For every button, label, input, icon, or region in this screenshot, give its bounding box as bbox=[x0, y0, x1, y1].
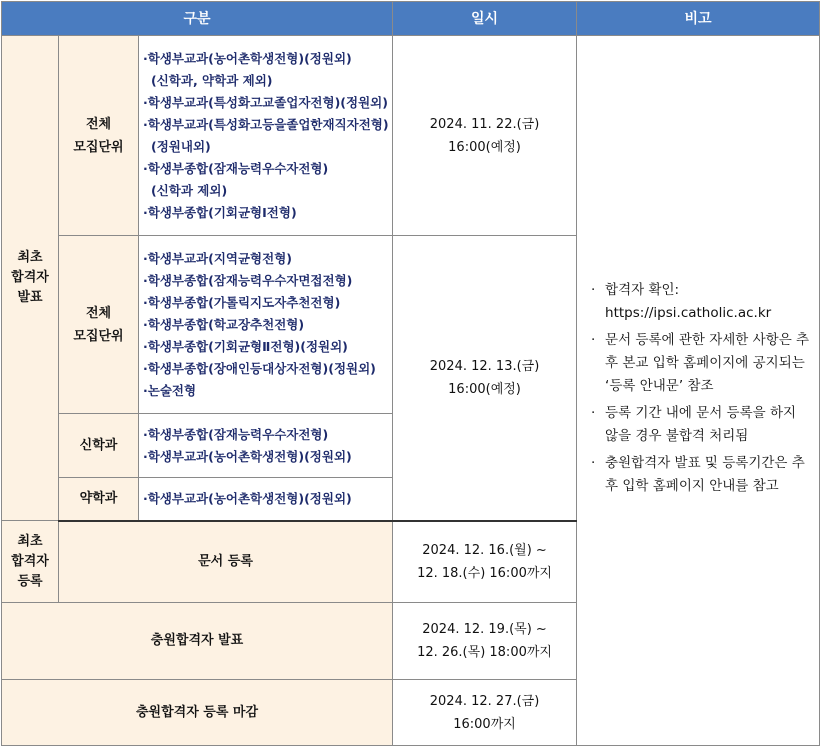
group3-unit: 신학과 bbox=[59, 414, 139, 478]
list-item: ·학생부교과(지역균형전형) bbox=[143, 250, 292, 266]
list-item: ·학생부종합(장애인등대상자전형)(정원외) bbox=[143, 360, 376, 376]
list-item: (신학과 제외) bbox=[151, 182, 228, 198]
group4-list bbox=[139, 478, 393, 521]
list-item: ·학생부종합(기회균형Ⅱ전형)(정원외) bbox=[143, 338, 348, 354]
schedule-table bbox=[1, 1, 820, 746]
header-datetime: 일시 bbox=[393, 2, 577, 36]
list-item: ·논술전형 bbox=[143, 382, 197, 398]
list-item: ·학생부종합(잠재능력우수자면접전형) bbox=[143, 272, 353, 288]
additional-register-task: 충원합격자 등록 마감 bbox=[2, 680, 393, 746]
list-item: (신학과, 약학과 제외) bbox=[151, 72, 273, 88]
note-item: · 등록 기간 내에 문서 등록을 하지 않을 경우 불합격 처리됨 bbox=[591, 405, 797, 444]
group2-unit: 전체 모집단위 bbox=[59, 236, 139, 414]
note-text: 합격자 확인: https://ipsi.catholic.ac.kr bbox=[605, 282, 772, 321]
header-remarks: 비고 bbox=[577, 2, 820, 36]
final-register-date: 2024. 12. 16.(월) ~ 12. 18.(수) 16:00까지 bbox=[393, 521, 577, 603]
list-item: ·학생부교과(특성화고교졸업자전형)(정원외) bbox=[143, 94, 388, 110]
list-item: ·학생부종합(기회균형Ⅰ전형) bbox=[143, 204, 297, 220]
final-announce-label: 최초 합격자 발표 bbox=[2, 36, 59, 521]
note-text: 등록 기간 내에 문서 등록을 하지 않을 경우 불합격 처리됨 bbox=[605, 405, 797, 444]
group3-list bbox=[139, 414, 393, 478]
additional-announce-date: 2024. 12. 19.(목) ~ 12. 26.(목) 18:00까지 bbox=[393, 603, 577, 680]
group2-date: 2024. 12. 13.(금) 16:00(예정) bbox=[393, 236, 577, 521]
list-item: (정원내외) bbox=[151, 138, 211, 154]
group1-date: 2024. 11. 22.(금) 16:00(예정) bbox=[393, 36, 577, 236]
additional-register-date: 2024. 12. 27.(금) 16:00까지 bbox=[393, 680, 577, 746]
list-item: ·학생부교과(농어촌학생전형)(정원외) bbox=[143, 50, 352, 66]
note-item: · 문서 등록에 관한 자세한 사항은 추후 본교 입학 홈페이지에 공지되는 ‘등록 안내문’ 참조 bbox=[591, 332, 810, 394]
note-text: 충원합격자 발표 및 등록기간은 추후 입학 홈페이지 안내를 참고 bbox=[605, 455, 805, 494]
note-item: · 충원합격자 발표 및 등록기간은 추후 입학 홈페이지 안내를 참고 bbox=[591, 455, 805, 494]
list-item: ·학생부종합(잠재능력우수자전형) bbox=[143, 160, 329, 176]
list-item: ·학생부종합(가톨릭지도자추천전형) bbox=[143, 294, 341, 310]
remarks-notes bbox=[577, 36, 820, 746]
list-item: ·학생부종합(학교장추천전형) bbox=[143, 316, 305, 332]
additional-announce-task: 충원합격자 발표 bbox=[2, 603, 393, 680]
group1-list bbox=[139, 36, 393, 236]
final-register-label: 최초 합격자 등록 bbox=[2, 521, 59, 603]
group4-unit: 약학과 bbox=[59, 478, 139, 521]
note-item: · 합격자 확인: https://ipsi.catholic.ac.kr bbox=[591, 282, 772, 321]
note-text: 문서 등록에 관한 자세한 사항은 추후 본교 입학 홈페이지에 공지되는 ‘등록 안내문’ 참조 bbox=[605, 332, 810, 394]
list-item: ·학생부교과(특성화고등을졸업한재직자전형) bbox=[143, 116, 389, 132]
group1-unit: 전체 모집단위 bbox=[59, 36, 139, 236]
list-item: ·학생부종합(잠재능력우수자전형) bbox=[143, 426, 329, 442]
header-category: 구분 bbox=[2, 2, 393, 36]
list-item: ·학생부교과(농어촌학생전형)(정원외) bbox=[143, 448, 352, 464]
list-item: ·학생부교과(농어촌학생전형)(정원외) bbox=[143, 490, 352, 506]
final-register-task: 문서 등록 bbox=[59, 521, 393, 603]
group2-list bbox=[139, 236, 393, 414]
